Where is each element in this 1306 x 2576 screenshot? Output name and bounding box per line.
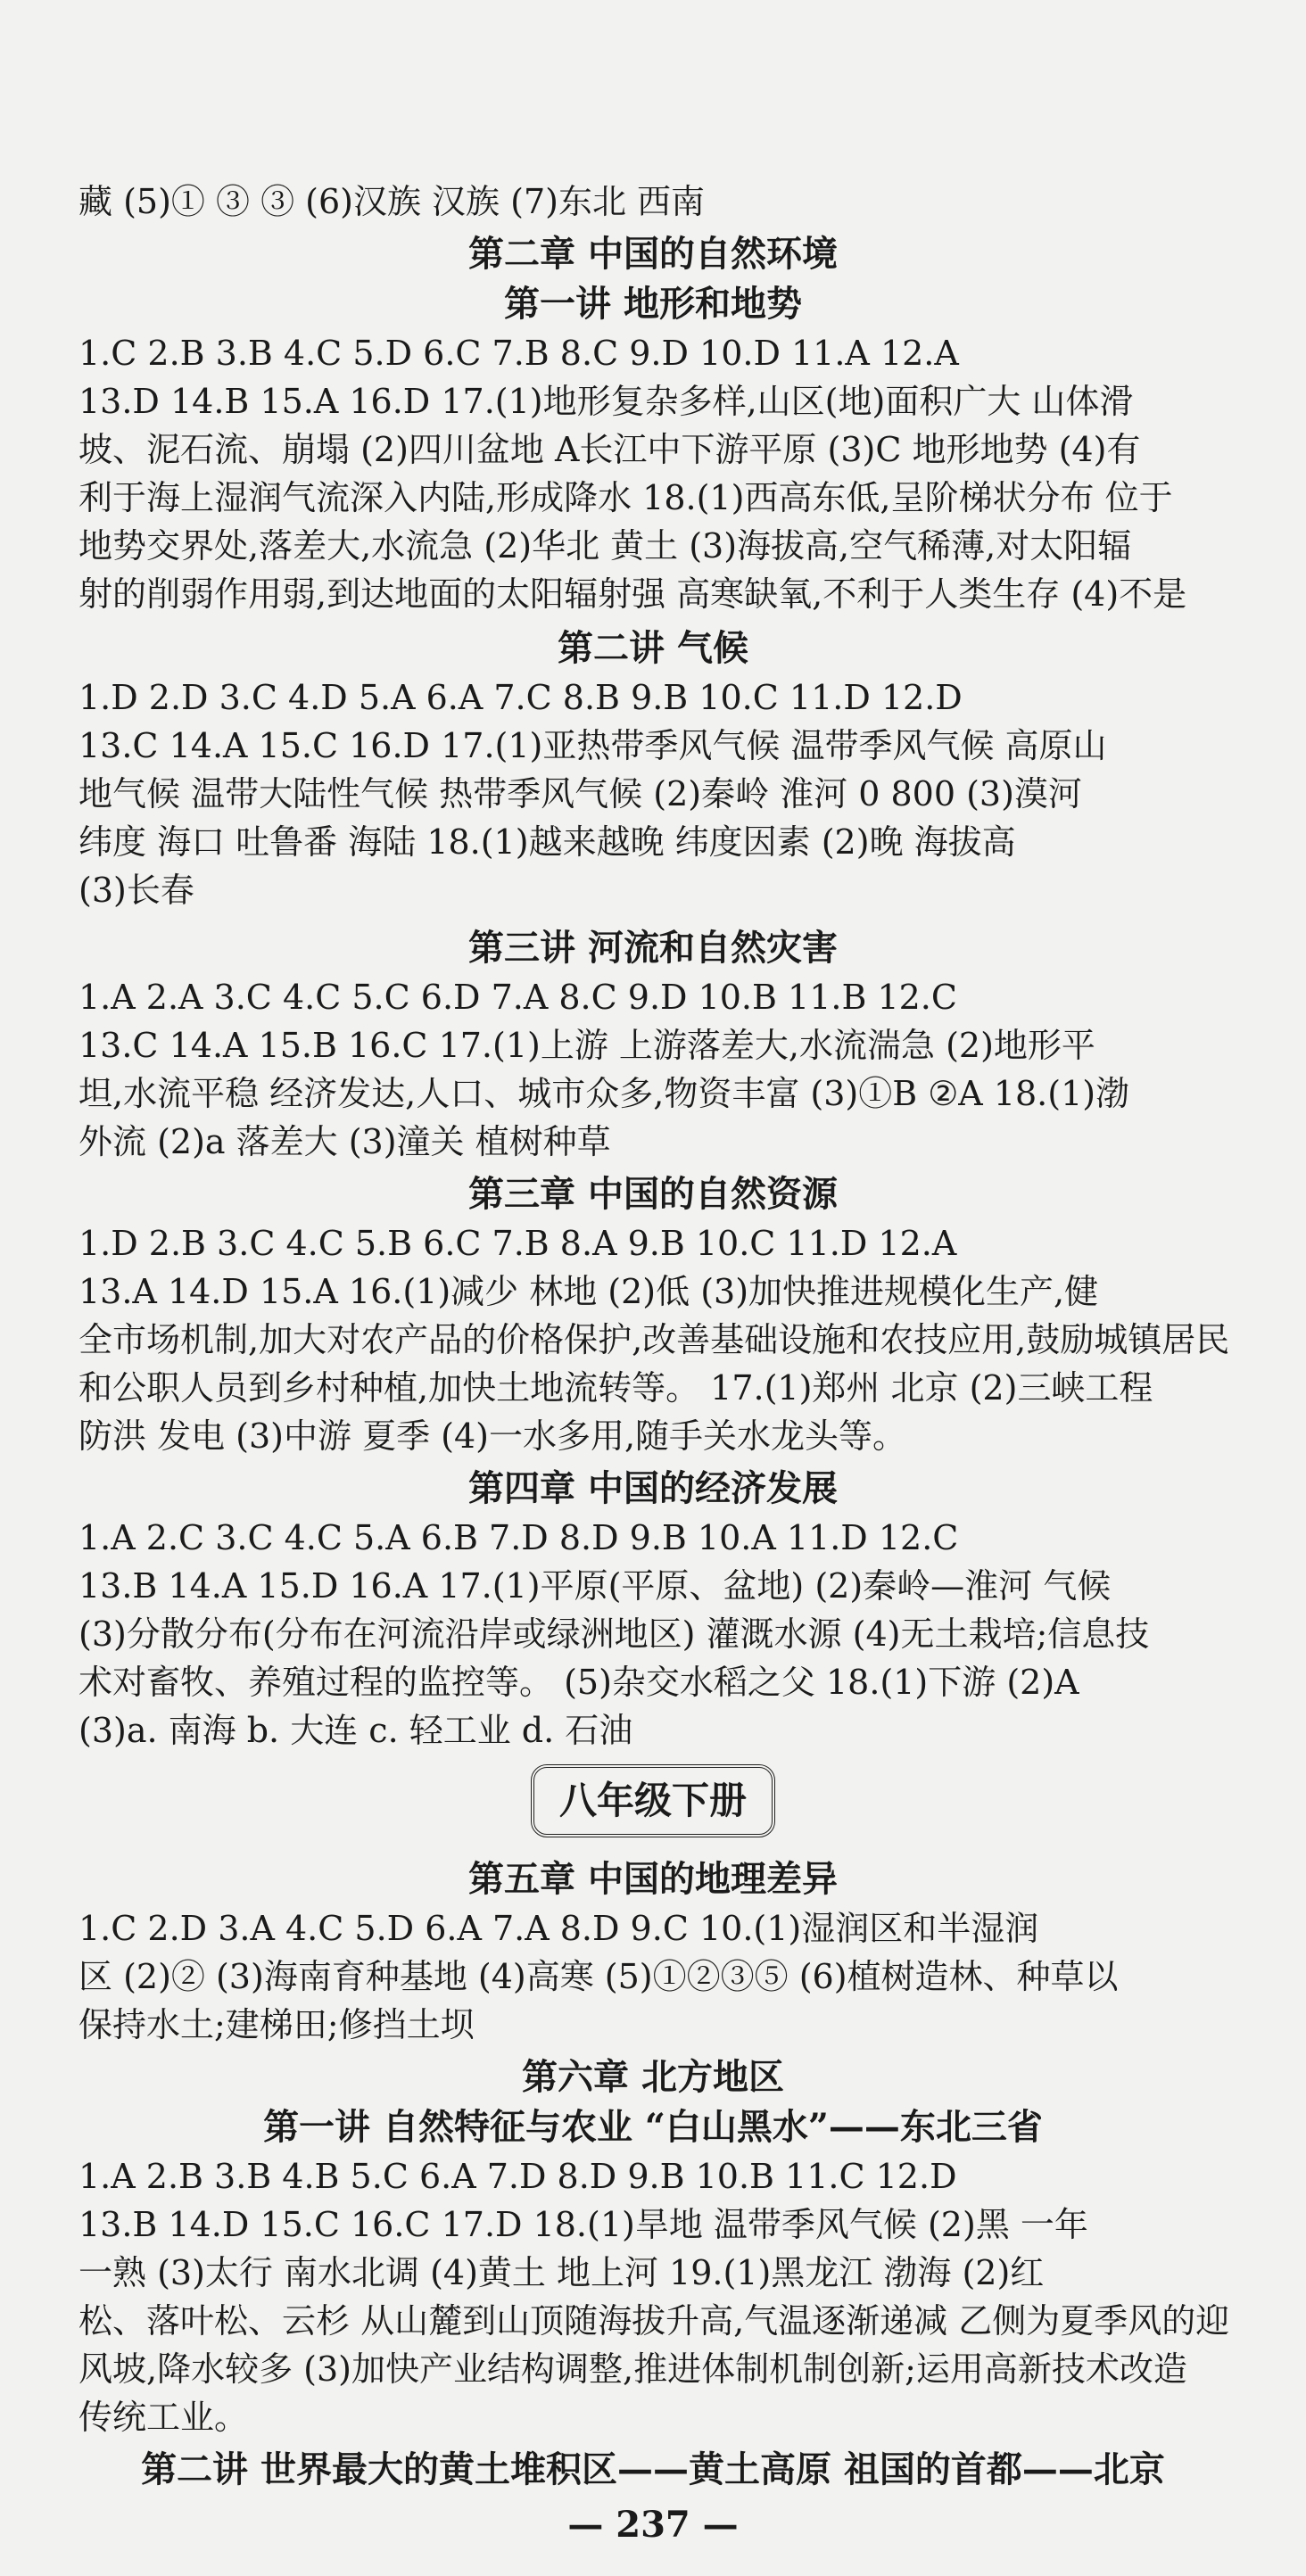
- answer-line: 地气候 温带大陆性气候 热带季风气候 (2)秦岭 淮河 0 800 (3)漠河: [79, 774, 1082, 813]
- answer-line: 13.C 14.A 15.B 16.C 17.(1)上游 上游落差大,水流湍急 (2)地形平: [79, 1026, 1095, 1065]
- answer-line: 13.A 14.D 15.A 16.(1)减少 林地 (2)低 (3)加快推进规模化生产,健: [79, 1272, 1099, 1311]
- answer-line: 1.A 2.A 3.C 4.C 5.C 6.D 7.A 8.C 9.D 10.B 11.B 12.C: [79, 978, 957, 1017]
- answer-line: 全市场机制,加大对农产品的价格保护,改善基础设施和农技应用,鼓励城镇居民: [79, 1320, 1229, 1359]
- page-number: — 237 —: [567, 2504, 739, 2546]
- answer-line: (3)长春: [79, 871, 194, 910]
- answer-line: 13.B 14.D 15.C 16.C 17.D 18.(1)旱地 温带季风气候 (2)黑 一年: [79, 2205, 1088, 2244]
- section-title: 第四章 中国的经济发展: [468, 1467, 838, 1509]
- answer-line: 1.C 2.D 3.A 4.C 5.D 6.A 7.A 8.D 9.C 10.(1)湿润区和半湿润: [79, 1909, 1039, 1948]
- answer-line: 一熟 (3)太行 南水北调 (4)黄土 地上河 19.(1)黑龙江 渤海 (2)红: [79, 2253, 1045, 2292]
- grade-banner-label: 八年级下册: [531, 1764, 775, 1837]
- answer-line: 13.D 14.B 15.A 16.D 17.(1)地形复杂多样,山区(地)面积广大 山体滑: [79, 382, 1134, 421]
- answer-line: 1.C 2.B 3.B 4.C 5.D 6.C 7.B 8.C 9.D 10.D 11.A 12.A: [79, 334, 959, 373]
- answer-line: 风坡,降水较多 (3)加快产业结构调整,推进体制机制创新;运用高新技术改造: [79, 2349, 1187, 2389]
- answer-line: 13.C 14.A 15.C 16.D 17.(1)亚热带季风气候 温带季风气候 高原山: [79, 726, 1107, 765]
- answer-line: (3)a. 南海 b. 大连 c. 轻工业 d. 石油: [79, 1711, 633, 1750]
- answer-line: 1.D 2.B 3.C 4.C 5.B 6.C 7.B 8.A 9.B 10.C 11.D 12.A: [79, 1224, 957, 1263]
- answer-line: 1.A 2.B 3.B 4.B 5.C 6.A 7.D 8.D 9.B 10.B 11.C 12.D: [79, 2157, 957, 2196]
- answer-line: 坦,水流平稳 经济发达,人口、城市众多,物资丰富 (3)①B ②A 18.(1)渤: [79, 1074, 1130, 1113]
- grade-banner: [0, 1764, 1306, 1837]
- answer-line: 13.B 14.A 15.D 16.A 17.(1)平原(平原、盆地) (2)秦岭—淮河 气候: [79, 1566, 1112, 1606]
- answer-line: 坡、泥石流、崩塌 (2)四川盆地 A长江中下游平原 (3)C 地形地势 (4)有: [79, 430, 1141, 469]
- answer-line: 外流 (2)a 落差大 (3)潼关 植树种草: [79, 1122, 611, 1161]
- section-title: 第一讲 自然特征与农业 “白山黑水”——东北三省: [263, 2106, 1043, 2148]
- answer-line: 保持水土;建梯田;修挡土坝: [79, 2005, 475, 2044]
- section-title: 第二讲 世界最大的黄土堆积区——黄土高原 祖国的首都——北京: [141, 2448, 1165, 2490]
- section-title: 第三章 中国的自然资源: [468, 1173, 838, 1215]
- section-title: 第一讲 地形和地势: [504, 283, 802, 325]
- answer-line: (3)分散分布(分布在河流沿岸或绿洲地区) 灌溉水源 (4)无土栽培;信息技: [79, 1614, 1150, 1654]
- answer-line: 区 (2)② (3)海南育种基地 (4)高寒 (5)①②③⑤ (6)植树造林、种草以: [79, 1957, 1119, 1996]
- answer-line: 松、落叶松、云杉 从山麓到山顶随海拔升高,气温逐渐递减 乙侧为夏季风的迎: [79, 2301, 1229, 2341]
- answer-line: 和公职人员到乡村种植,加快土地流转等。 17.(1)郑州 北京 (2)三峡工程: [79, 1368, 1153, 1408]
- answer-line: 1.D 2.D 3.C 4.D 5.A 6.A 7.C 8.B 9.B 10.C 11.D 12.D: [79, 678, 963, 717]
- answer-line: 射的削弱作用弱,到达地面的太阳辐射强 高寒缺氧,不利于人类生存 (4)不是: [79, 574, 1187, 614]
- answer-line: 防洪 发电 (3)中游 夏季 (4)一水多用,随手关水龙头等。: [79, 1416, 907, 1456]
- answer-line: 传统工业。: [79, 2398, 249, 2437]
- answer-line: 1.A 2.C 3.C 4.C 5.A 6.B 7.D 8.D 9.B 10.A 11.D 12.C: [79, 1518, 959, 1557]
- section-title: 第二章 中国的自然环境: [468, 233, 838, 275]
- answer-line: 藏 (5)① ③ ③ (6)汉族 汉族 (7)东北 西南: [79, 182, 706, 221]
- section-title: 第五章 中国的地理差异: [468, 1858, 838, 1900]
- answer-line: 纬度 海口 吐鲁番 海陆 18.(1)越来越晚 纬度因素 (2)晚 海拔高: [79, 822, 1016, 862]
- section-title: 第二讲 气候: [558, 627, 748, 669]
- answer-line: 术对畜牧、养殖过程的监控等。 (5)杂交水稻之父 18.(1)下游 (2)A: [79, 1663, 1079, 1702]
- answer-line: 利于海上湿润气流深入内陆,形成降水 18.(1)西高东低,呈阶梯状分布 位于: [79, 478, 1173, 517]
- section-title: 第六章 北方地区: [522, 2056, 784, 2098]
- section-title: 第三讲 河流和自然灾害: [468, 927, 838, 969]
- answer-line: 地势交界处,落差大,水流急 (2)华北 黄土 (3)海拔高,空气稀薄,对太阳辐: [79, 526, 1132, 566]
